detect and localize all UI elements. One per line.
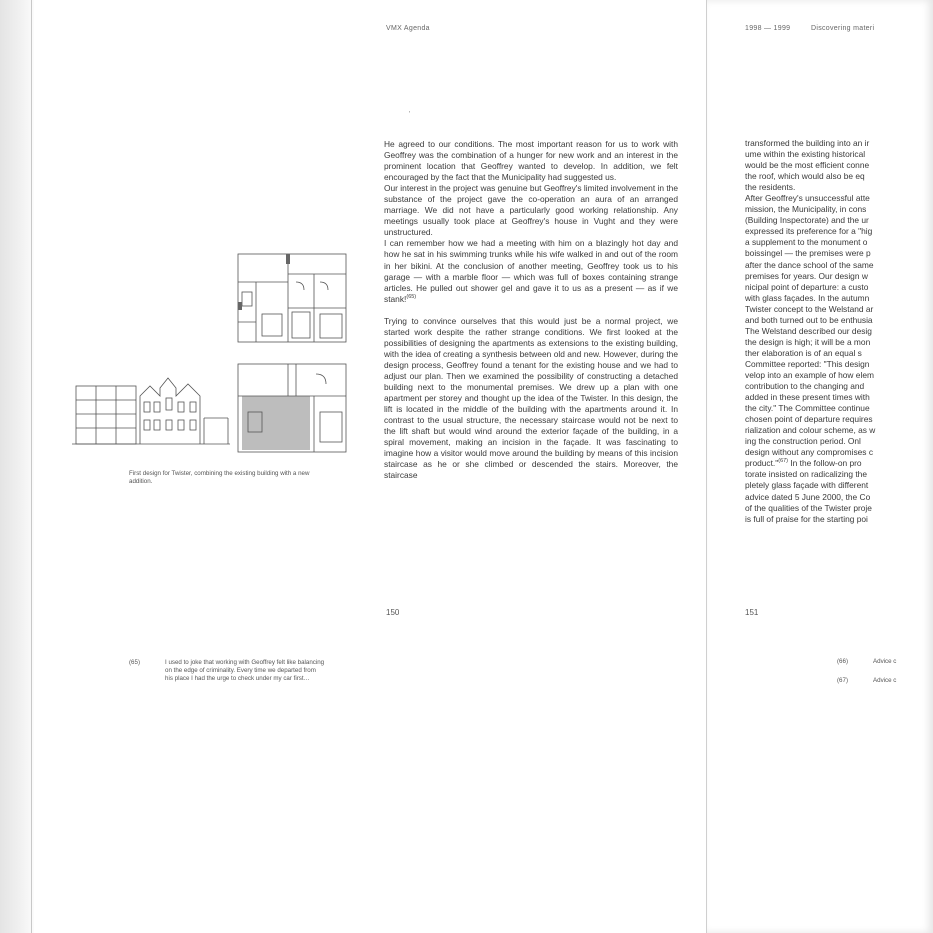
- line: Twister concept to the Welstand ar: [745, 303, 874, 314]
- footnote-text: Advice c: [873, 658, 897, 665]
- line: rialization and colour scheme, as w: [745, 425, 876, 436]
- running-head-years: 1998 — 1999: [745, 25, 791, 32]
- line: premises for years. Our design w: [745, 270, 868, 281]
- line: a supplement to the monument o: [745, 237, 868, 248]
- running-head-title: Discovering materi: [811, 25, 875, 32]
- right-page: [706, 0, 933, 933]
- footnote-reference: (67): [778, 458, 789, 465]
- body-text-right: [745, 138, 933, 525]
- figure-caption: First design for Twister, combining the existing building with a new addition.: [129, 470, 310, 486]
- elevation-drawing: [72, 374, 230, 448]
- line: pletely glass façade with different: [745, 480, 869, 491]
- line: After Geoffrey's unsuccessful atte: [745, 193, 870, 204]
- paragraph-1: He agreed to our conditions. The most important reason for us to work with Geoffrey was the combination of a hunger for new work and an interest in the prominent location that Geoffrey wanted to develop. In addition, we felt encouraged by the fact that the Municipality had suggested us.: [384, 139, 678, 183]
- line: advice dated 5 June 2000, the Co: [745, 491, 871, 502]
- paragraph-3-text: I can remember how we had a meeting with him on a blazingly hot day and how he sat in his swimming trunks while his wife walked in and out of the room in her bikini. At the conclusion of another meeting, Geoffrey took us to his garage — with a marble floor — which was full of boxes containing strange articles. He pulled out shower gel and gave it to us as a present — as if we stank!: [384, 238, 678, 304]
- paragraph-2: Our interest in the project was genuine but Geoffrey's limited involvement in the substance of the project gave the co-operation an aura of an arranged marriage. We did not have a particularly good working relationship. Any meetings usually took place at Geoffrey's house in Vught and they were unstructured.: [384, 183, 678, 238]
- page-number-left: 150: [386, 608, 400, 617]
- footnote-reference: (65): [406, 293, 417, 300]
- line: with glass façades. In the autumn: [745, 292, 870, 303]
- line: velop into an example of how elem: [745, 369, 874, 380]
- line: expressed its preference for a "hig: [745, 226, 873, 237]
- footnote-number: (67): [837, 677, 849, 684]
- line-text: product.": [745, 458, 779, 469]
- line: The Welstand described our desig: [745, 325, 872, 336]
- line: contribution to the changing and: [745, 381, 865, 392]
- paragraph-3: [384, 238, 678, 304]
- line: mission, the Municipality, in cons: [745, 204, 867, 215]
- footnote-right-67: [837, 677, 933, 687]
- line: is full of praise for the starting poi: [745, 513, 868, 524]
- paragraph-4: Trying to convince ourselves that this would just be a normal project, we started work despite the rather strange conditions. We first looked at the possibilities of designing the apartments as extensions to the existing building, with the idea of creating a synthesis between old and new. However, during the design process, Geoffrey found a tenant for the existing house and we had to adjust our plan. Then we examined the possibility of constructing a detached building next to the monumental premises. We drew up a plan with one apartment per storey and thought up the idea of the Twister. In this design, the lift is located in the middle of the building with the apartments around it. In contrast to the usual structure, the necessary staircase would not be next to the lift shaft but would wind around the exterior façade of the building, in a spiral movement, making an incision in the façade. It was fascinating to imagine how a visitor would move around the building by means of this incision staircase as he or she climbed or descended the stairs. Moreover, the staircase: [384, 315, 678, 481]
- line: design without any compromises c: [745, 447, 874, 458]
- paragraph-gap: [384, 305, 678, 316]
- line: chosen point of departure requires: [745, 414, 873, 425]
- line-with-footnote: [745, 458, 933, 469]
- line: ing the construction period. Onl: [745, 436, 861, 447]
- line: the residents.: [745, 182, 796, 193]
- stray-mark: ': [409, 111, 411, 118]
- line: boissingel — the premises were p: [745, 248, 871, 259]
- running-head-left: VMX Agenda: [386, 25, 430, 32]
- line: the city." The Committee continue: [745, 403, 870, 414]
- footnote-number: (66): [837, 658, 849, 665]
- line-tail: In the follow-on pro: [788, 458, 862, 469]
- line: ume within the existing historical: [745, 149, 866, 160]
- line: added in these present times with: [745, 392, 870, 403]
- footnote-text: Advice c: [873, 677, 897, 684]
- footnote-right-66: [837, 658, 933, 668]
- line: ther elaboration is of an equal s: [745, 347, 862, 358]
- body-text-left: [384, 139, 678, 481]
- line: Committee reported: "This design: [745, 358, 870, 369]
- line: after the dance school of the same: [745, 259, 874, 270]
- line: of the qualities of the Twister proje: [745, 502, 872, 513]
- line: (Building Inspectorate) and the ur: [745, 215, 869, 226]
- floor-plan-drawing-lower: [236, 362, 348, 454]
- line: and both turned out to be enthusia: [745, 314, 873, 325]
- line: the design is high; it will be a mon: [745, 336, 871, 347]
- page-edge-shadow: [0, 0, 34, 933]
- line: nicipal point of departure: a custo: [745, 281, 869, 292]
- floor-plan-drawing-upper: [236, 252, 348, 344]
- footnote-text: I used to joke that working with Geoffrey felt like balancing on the edge of criminality. Every time we departed from his place I had the urge to check under my car first…: [165, 659, 325, 683]
- footnote-number: (65): [129, 659, 141, 666]
- page-number-right: 151: [745, 608, 759, 617]
- line: torate insisted on radicalizing the: [745, 469, 867, 480]
- line: transformed the building into an ir: [745, 138, 870, 148]
- line: the roof, which would also be eq: [745, 171, 865, 182]
- footnote-left: [129, 659, 329, 709]
- line: would be the most efficient conne: [745, 160, 870, 171]
